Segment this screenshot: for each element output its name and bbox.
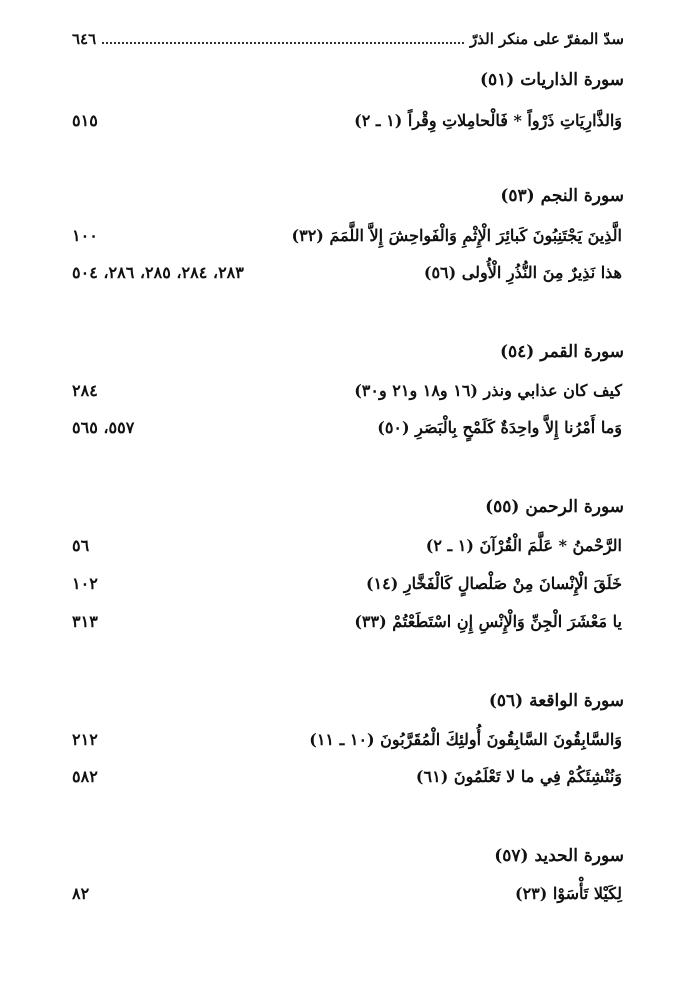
book-title: سدّ المفرّ على منكر الذرّ [470, 30, 624, 48]
page-refs: ٥٥٧، ٥٦٥ [72, 418, 135, 437]
verse-text: خَلَقَ الْإِنْسانَ مِنْ صَلْصالٍ كَالْفَخَّارِ (١٤) [365, 574, 622, 593]
page-refs: ٥٨٢ [72, 767, 98, 786]
page-refs: ٥٦ [72, 536, 90, 555]
verse-entry [72, 226, 622, 254]
page-refs: ٥١٥ [72, 111, 98, 130]
page-refs: ٢٨٤ [72, 381, 98, 400]
surah-title: سورة النجم (٥٣) [500, 186, 624, 206]
page-refs: ٨٢ [72, 884, 90, 903]
verse-text: يا مَعْشَرَ الْجِنِّ وَالْإِنْسِ إِنِ اسْتَطَعْتُمْ (٣٣) [354, 612, 622, 631]
surah-title: سورة الحديد (٥٧) [494, 846, 624, 866]
verse-text: الرَّحْمنُ * عَلَّمَ الْقُرْآنَ (١ ـ ٢) [425, 536, 622, 555]
verse-entry [72, 111, 622, 139]
page-refs: ١٠٢ [72, 574, 98, 593]
verse-text: وَالسَّابِقُونَ السَّابِقُونَ أُولئِكَ الْمُقَرَّبُونَ (١٠ ـ ١١) [309, 730, 622, 749]
page-refs: ٢١٢ [72, 730, 98, 749]
verse-text: وَالذَّارِيَاتِ ذَرْواً * فَالْحامِلاتِ وِقْراً (١ ـ ٢) [354, 111, 622, 130]
verse-entry [72, 263, 622, 291]
verse-entry [72, 381, 622, 409]
header-dot-leader [102, 42, 464, 44]
verse-text: كيف كان عذابي ونذر (١٦ و١٨ و٢١ و٣٠) [354, 381, 622, 400]
running-header [72, 30, 624, 48]
surah-title: سورة الرحمن (٥٥) [485, 497, 624, 517]
verse-entry [72, 767, 622, 795]
page-refs: ١٠٠ [72, 226, 98, 245]
page-refs: ٢٨٣، ٢٨٤، ٢٨٥، ٢٨٦، ٥٠٤ [72, 263, 244, 282]
surah-title: سورة الذاريات (٥١) [479, 70, 624, 90]
verse-entry [72, 884, 622, 912]
verse-text: الَّذِينَ يَجْتَنِبُونَ كَبائِرَ الْإِثْمِ وَالْفَواحِشَ إِلاَّ اللَّمَمَ (٣٢) [291, 226, 622, 245]
verse-entry [72, 536, 622, 564]
page-number: ٦٤٦ [72, 30, 97, 48]
surah-title: سورة الواقعة (٥٦) [488, 691, 624, 711]
surah-title: سورة القمر (٥٤) [499, 342, 624, 362]
verse-text: وَنُنْشِئَكُمْ فِي ما لا تَعْلَمُونَ (٦١) [415, 767, 622, 786]
verse-entry [72, 730, 622, 758]
page-refs: ٣١٣ [72, 612, 98, 631]
verse-text: وَما أَمْرُنا إِلاَّ واحِدَةٌ كَلَمْحٍ بِالْبَصَرِ (٥٠) [377, 418, 622, 437]
verse-entry [72, 612, 622, 640]
verse-text: هذا نَذِيرٌ مِنَ النُّذُرِ الْأُولى (٥٦) [423, 263, 622, 282]
verse-entry [72, 418, 622, 446]
verse-text: لِكَيْلا تَأْسَوْا (٢٣) [514, 884, 622, 903]
verse-entry [72, 574, 622, 602]
